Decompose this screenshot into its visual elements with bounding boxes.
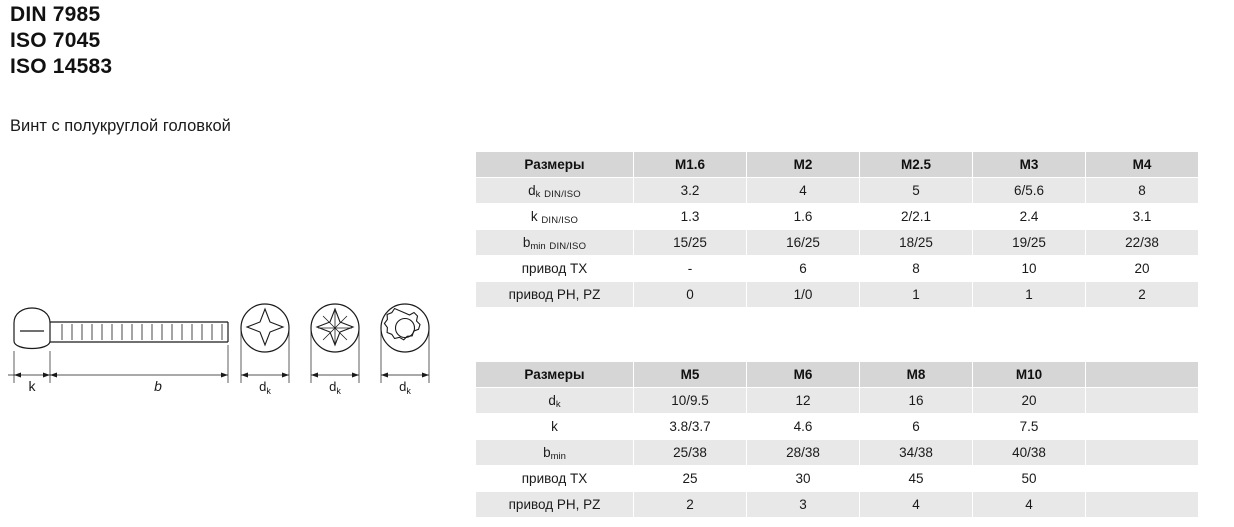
cell-value: 22/38	[1086, 229, 1199, 255]
cell-value: 8	[860, 255, 973, 281]
row-label-bmin: bmin	[476, 439, 634, 465]
table-row	[476, 177, 1199, 203]
pozidriv-extra-ribs	[318, 311, 352, 345]
cell-value: 12	[747, 387, 860, 413]
cell-value: 20	[1086, 255, 1199, 281]
cell-value: 40/38	[973, 439, 1086, 465]
table-row	[476, 255, 1199, 281]
col-header-m2-5: M2.5	[860, 151, 973, 177]
cell-empty	[1086, 465, 1199, 491]
cell-value: 25	[634, 465, 747, 491]
cell-value: 3.1	[1086, 203, 1199, 229]
screw-head-side	[14, 308, 50, 349]
cell-value: 34/38	[860, 439, 973, 465]
cell-empty	[1086, 491, 1199, 517]
cell-value: 18/25	[860, 229, 973, 255]
cell-value: 3.2	[634, 177, 747, 203]
cell-value: 2	[634, 491, 747, 517]
row-label-dk: dk DIN/ISO	[476, 177, 634, 203]
row-label-drive-tx: привод TX	[476, 255, 634, 281]
cell-empty	[1086, 439, 1199, 465]
product-subtitle: Винт с полукруглой головкой	[10, 117, 231, 135]
cell-empty	[1086, 387, 1199, 413]
table-row	[476, 203, 1199, 229]
cell-value: 10/9.5	[634, 387, 747, 413]
cell-empty	[1086, 413, 1199, 439]
table-row	[476, 439, 1199, 465]
cell-value: 4	[973, 491, 1086, 517]
cell-value: 20	[973, 387, 1086, 413]
dimension-k	[8, 373, 56, 378]
cell-value: 4	[860, 491, 973, 517]
cell-value: 45	[860, 465, 973, 491]
torx-inner-circle	[396, 319, 415, 338]
cell-value: 3	[747, 491, 860, 517]
col-header-m4: M4	[1086, 151, 1199, 177]
row-label-k: k	[476, 413, 634, 439]
table-row	[476, 387, 1199, 413]
table-header-row	[476, 361, 1199, 387]
dimensions-table-metric-large	[475, 360, 1199, 518]
row-label-k: k DIN/ISO	[476, 203, 634, 229]
cell-value: 3.8/3.7	[634, 413, 747, 439]
table-row	[476, 465, 1199, 491]
row-label-bmin: bmin DIN/ISO	[476, 229, 634, 255]
standard-title-iso14583: ISO 14583	[10, 55, 113, 78]
cell-value: 1/0	[747, 281, 860, 307]
cell-value: 5	[860, 177, 973, 203]
cell-value: 4.6	[747, 413, 860, 439]
cell-value: -	[634, 255, 747, 281]
cell-value: 16	[860, 387, 973, 413]
cell-value: 6	[747, 255, 860, 281]
cell-value: 10	[973, 255, 1086, 281]
dimension-label-b: b	[154, 378, 162, 394]
screw-drawing-svg	[0, 265, 460, 395]
table-row	[476, 281, 1199, 307]
table-header-row	[476, 151, 1199, 177]
row-label-dk: dk	[476, 387, 634, 413]
cell-value: 15/25	[634, 229, 747, 255]
col-header-m3: M3	[973, 151, 1086, 177]
cell-value: 2	[1086, 281, 1199, 307]
table-row	[476, 491, 1199, 517]
cell-value: 2.4	[973, 203, 1086, 229]
cell-value: 50	[973, 465, 1086, 491]
col-header-empty	[1086, 361, 1199, 387]
dimension-label-dk-2: $d_k$	[329, 379, 341, 395]
standard-title-din7985: DIN 7985	[10, 3, 101, 26]
col-header-dimensions: Размеры	[476, 151, 634, 177]
dimensions-table-metric-small	[475, 150, 1199, 308]
torx-recess-icon	[384, 309, 420, 340]
cell-value: 16/25	[747, 229, 860, 255]
cell-value: 19/25	[973, 229, 1086, 255]
cell-value: 0	[634, 281, 747, 307]
cell-value: 1	[973, 281, 1086, 307]
cell-value: 1.3	[634, 203, 747, 229]
col-header-dimensions: Размеры	[476, 361, 634, 387]
col-header-m5: M5	[634, 361, 747, 387]
cell-value: 1	[860, 281, 973, 307]
table-row	[476, 413, 1199, 439]
col-header-m1-6: M1.6	[634, 151, 747, 177]
dimension-extension-lines	[14, 345, 228, 383]
cell-value: 6	[860, 413, 973, 439]
row-label-drive-ph-pz: привод PH, PZ	[476, 281, 634, 307]
table-row	[476, 229, 1199, 255]
col-header-m8: M8	[860, 361, 973, 387]
cell-value: 2/2.1	[860, 203, 973, 229]
head-view-torx-outline	[381, 304, 429, 352]
cell-value: 6/5.6	[973, 177, 1086, 203]
row-label-drive-ph-pz: привод PH, PZ	[476, 491, 634, 517]
dimension-label-dk-3: $d_k$	[399, 379, 411, 395]
col-header-m6: M6	[747, 361, 860, 387]
col-header-m10: M10	[973, 361, 1086, 387]
standards-list	[10, 2, 430, 80]
thread-marks	[62, 324, 222, 340]
cell-value: 25/38	[634, 439, 747, 465]
cell-value: 8	[1086, 177, 1199, 203]
standard-title-iso7045: ISO 7045	[10, 29, 101, 52]
cell-value: 28/38	[747, 439, 860, 465]
cell-value: 30	[747, 465, 860, 491]
cell-value: 1.6	[747, 203, 860, 229]
dimension-label-k: k	[28, 378, 36, 394]
cell-value: 4	[747, 177, 860, 203]
row-label-drive-tx: привод TX	[476, 465, 634, 491]
dimension-b	[50, 373, 228, 378]
col-header-m2: M2	[747, 151, 860, 177]
technical-drawing	[0, 265, 460, 395]
dimension-label-dk-1: $d_k$	[259, 379, 271, 395]
phillips-cross-recess-icon	[247, 309, 283, 345]
cell-value: 7.5	[973, 413, 1086, 439]
